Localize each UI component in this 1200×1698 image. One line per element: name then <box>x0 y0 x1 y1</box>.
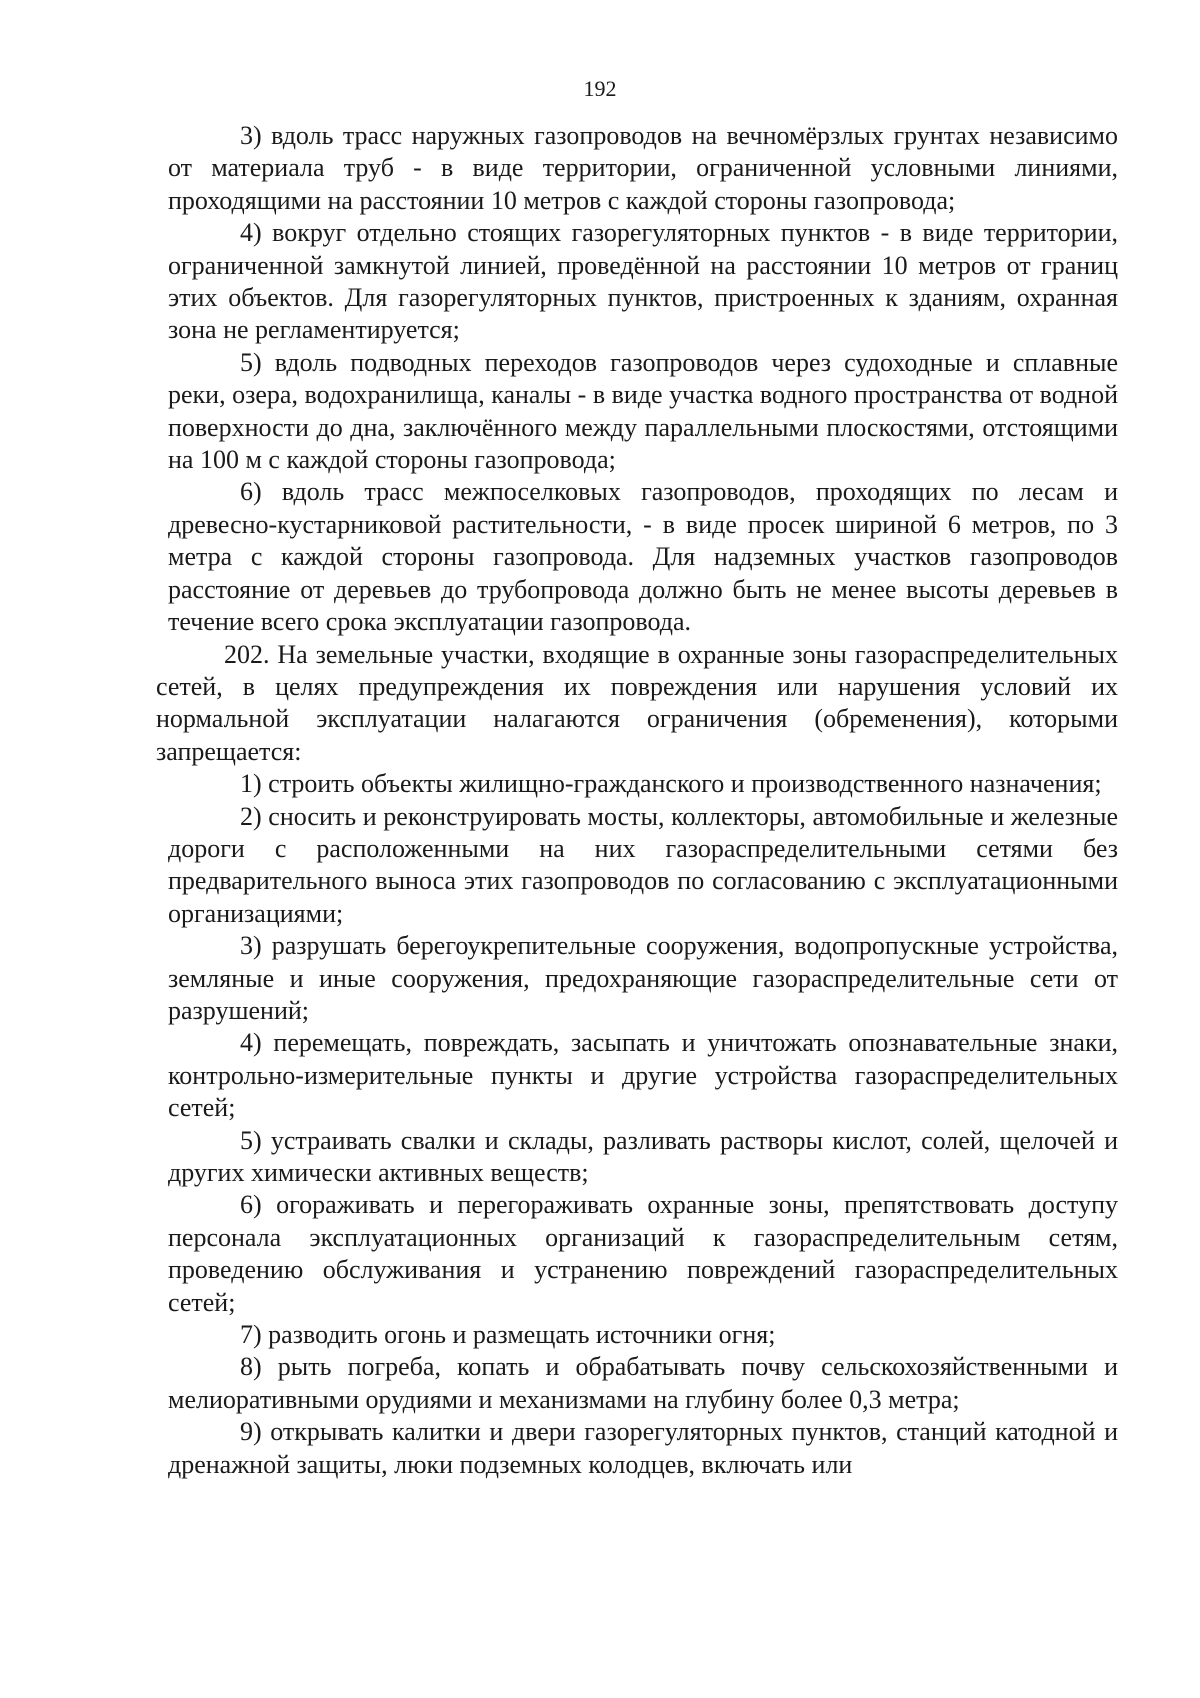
paragraph-item-3-permafrost: 3) вдоль трасс наружных газопроводов на вечномёрзлых грунтах независимо от материала труб - в виде территории, ограниченной условными линиями, проходящими на расстоянии 10 метров с каждой стороны газопровода; <box>168 121 1118 215</box>
paragraph-restriction-7: 7) разводить огонь и размещать источники огня; <box>240 1320 776 1350</box>
paragraph-item-6-forest-clearings: 6) вдоль трасс межпоселковых газопроводов, проходящих по лесам и древесно-кустарниковой растительности, - в виде просек шириной 6 метров, по 3 метра с каждой стороны газопровода. Для надземных участков газопроводов расстояние от деревьев до трубопровода должно быть не менее высоты деревьев в течение всего срока эксплуатации газопровода. <box>168 477 1118 637</box>
paragraph-restriction-1: 1) строить объекты жилищно-гражданского и производственного назначения; <box>240 769 1102 799</box>
page-number: 192 <box>583 76 617 101</box>
paragraph-item-4-regulator-points: 4) вокруг отдельно стоящих газорегуляторных пунктов - в виде территории, ограниченной замкнутой линией, проведённой на расстоянии 10 метров от границ этих объектов. Для газорегуляторных пунктов, пристроенных к зданиям, охранная зона не регламентируется; <box>168 218 1118 345</box>
paragraph-restriction-8: 8) рыть погреба, копать и обрабатывать почву сельскохозяйственными и мелиоративными орудиями и механизмами на глубину более 0,3 метра; <box>168 1352 1118 1414</box>
paragraph-restriction-6: 6) огораживать и перегораживать охранные зоны, препятствовать доступу персонала эксплуатационных организаций к газораспределительным сетям, проведению обслуживания и устранению повреждений газораспределительных сетей; <box>168 1190 1118 1317</box>
paragraph-restriction-3: 3) разрушать берегоукрепительные сооружения, водопропускные устройства, земляные и иные сооружения, предохраняющие газораспределительные сети от разрушений; <box>168 931 1118 1025</box>
paragraph-restriction-9: 9) открывать калитки и двери газорегуляторных пунктов, станций катодной и дренажной защиты, люки подземных колодцев, включать или <box>168 1417 1118 1479</box>
paragraph-restriction-2: 2) сносить и реконструировать мосты, коллекторы, автомобильные и железные дороги с расположенными на них газораспределительными сетями без предварительного выноса этих газопроводов по согласованию с эксплуатационными организациями; <box>168 801 1118 928</box>
paragraph-clause-202: 202. На земельные участки, входящие в охранные зоны газораспределительных сетей, в целях предупреждения их повреждения или нарушения условий их нормальной эксплуатации налагаются ограничения (обременения), которыми запрещается: <box>156 639 1118 766</box>
paragraph-restriction-5: 5) устраивать свалки и склады, разливать растворы кислот, солей, щелочей и других химически активных веществ; <box>168 1125 1118 1187</box>
document-body <box>156 120 1118 1481</box>
paragraph-restriction-4: 4) перемещать, повреждать, засыпать и уничтожать опознавательные знаки, контрольно-измерительные пункты и другие устройства газораспределительных сетей; <box>168 1028 1118 1123</box>
paragraph-item-5-underwater-crossings: 5) вдоль подводных переходов газопроводов через судоходные и сплавные реки, озера, водохранилища, каналы - в виде участка водного пространства от водной поверхности до дна, заключённого между параллельными плоскостями, отстоящими на 100 м с каждой стороны газопровода; <box>168 347 1118 475</box>
